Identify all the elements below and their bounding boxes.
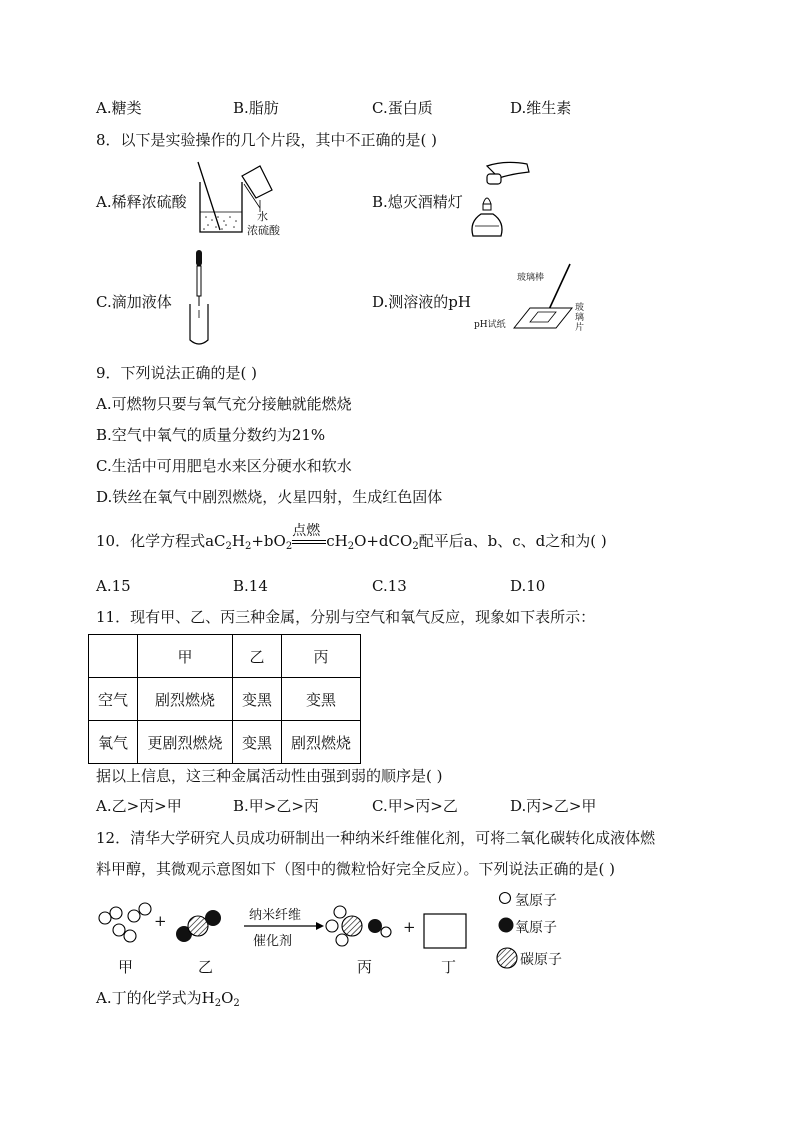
q8-label-rod: 玻璃棒 (517, 273, 545, 283)
q9-option-b: B.空气中氧气的质量分数约为21% (96, 426, 326, 444)
q10-option-c: C.13 (372, 577, 407, 595)
q12-option-a-text: O (221, 989, 234, 1007)
q12-plus-1: + (154, 912, 167, 930)
q11-stem: 11．现有甲、乙、丙三种金属，分别与空气和氧气反应，现象如下表所示： (96, 608, 596, 626)
q9-option-d: D.铁丝在氧气中剧烈燃烧，火星四射，生成红色固体 (96, 488, 443, 506)
dropper-figure (184, 248, 214, 348)
table-row (89, 635, 361, 678)
table-cell: 丙 (282, 635, 361, 678)
q12-label-yi: 乙 (198, 958, 214, 976)
q10-reaction-arrow (292, 523, 326, 544)
q9-option-a: A.可燃物只要与氧气充分接触就能燃烧 (96, 395, 352, 413)
table-cell (89, 635, 138, 678)
q10-option-a: A.15 (96, 577, 131, 595)
q10-sub: 2 (225, 541, 232, 552)
q11-option-c: C.甲>丙>乙 (372, 797, 458, 815)
q10-eq-part: 10．化学方程式aC (96, 532, 226, 550)
q12-option-a (96, 987, 240, 1009)
q12-plus-2: + (403, 918, 416, 936)
table-row (89, 678, 361, 721)
q9-option-c: C.生活中可用肥皂水来区分硬水和软水 (96, 457, 352, 475)
q10-sub: 2 (285, 541, 293, 552)
legend-hydrogen: 氢原子 (515, 893, 557, 909)
q10-eq-part: H (231, 532, 245, 550)
alcohol-lamp-figure (465, 158, 535, 242)
table-cell: 空气 (89, 678, 138, 721)
q12-stem-line2: 料甲醇，其微观示意图如下（图中的微粒恰好完全反应）。下列说法正确的是( ) (96, 860, 615, 878)
q10-option-b: B.14 (233, 577, 268, 595)
q8-option-d: D.测溶液的pH (372, 293, 471, 311)
q8-option-b: B.熄灭酒精灯 (372, 193, 463, 211)
q11-option-a: A.乙>丙>甲 (96, 797, 182, 815)
q8-label-water: 水 (257, 210, 268, 223)
table-cell: 甲 (138, 635, 233, 678)
carbon-atom-icon (496, 947, 518, 969)
q11-option-b: B.甲>乙>丙 (233, 797, 319, 815)
q7-option-a: A.糖类 (96, 99, 142, 117)
table-cell: 氧气 (89, 721, 138, 764)
q12-label-bing: 丙 (357, 958, 373, 976)
q10-eq-part: O+dCO (354, 532, 413, 550)
q12-sub: 2 (214, 998, 222, 1009)
metal-reaction-table (88, 634, 361, 764)
q8-label-ph-paper: pH试纸 (474, 320, 506, 330)
q9-stem: 9．下列说法正确的是( ) (96, 364, 258, 382)
q10-eq-part: cH (326, 532, 348, 550)
legend-carbon: 碳原子 (520, 952, 562, 968)
q8-option-a: A.稀释浓硫酸 (96, 193, 187, 211)
q12-label-ding: 丁 (441, 958, 457, 976)
q12-condition-top: 纳米纤维 (249, 908, 302, 923)
q7-option-d: D.维生素 (510, 99, 572, 117)
q10-option-d: D.10 (510, 577, 546, 595)
q8-option-c: C.滴加液体 (96, 293, 172, 311)
q10-sub: 2 (347, 541, 355, 552)
table-cell: 变黑 (233, 721, 282, 764)
q10-condition: 点燃 (292, 523, 321, 539)
q7-option-b: B.脂肪 (233, 99, 279, 117)
q12-sub: 2 (233, 998, 240, 1009)
q8-label-acid: 浓硫酸 (247, 224, 280, 237)
oxygen-atom-icon (498, 917, 514, 933)
table-cell: 变黑 (233, 678, 282, 721)
table-cell: 变黑 (282, 678, 361, 721)
q8-stem: 8．以下是实验操作的几个片段，其中不正确的是( ) (96, 131, 438, 149)
hydrogen-atom-icon (498, 891, 512, 905)
q12-option-a-text: A.丁的化学式为H (96, 989, 215, 1007)
q10-sub: 2 (412, 541, 419, 552)
table-cell: 剧烈燃烧 (138, 678, 233, 721)
table-cell: 剧烈燃烧 (282, 721, 361, 764)
q8-label-glass: 玻璃片 (575, 303, 585, 333)
table-cell: 更剧烈燃烧 (138, 721, 233, 764)
legend-oxygen: 氧原子 (515, 920, 557, 936)
q11-option-d: D.丙>乙>甲 (510, 797, 597, 815)
q11-follow: 据以上信息，这三种金属活动性由强到弱的顺序是( ) (96, 767, 443, 785)
q10-stem (96, 523, 607, 552)
q12-label-jia: 甲 (118, 958, 134, 976)
table-row (89, 721, 361, 764)
q12-stem-line1: 12．清华大学研究人员成功研制出一种纳米纤维催化剂，可将二氧化碳转化成液体燃 (96, 829, 656, 847)
q10-sub: 2 (244, 541, 252, 552)
q12-condition-bottom: 催化剂 (253, 934, 293, 949)
q10-eq-part: 配平后a、b、c、d之和为( ) (418, 532, 607, 550)
q7-option-c: C.蛋白质 (372, 99, 433, 117)
q10-eq-part: +bO (251, 532, 286, 550)
table-cell: 乙 (233, 635, 282, 678)
